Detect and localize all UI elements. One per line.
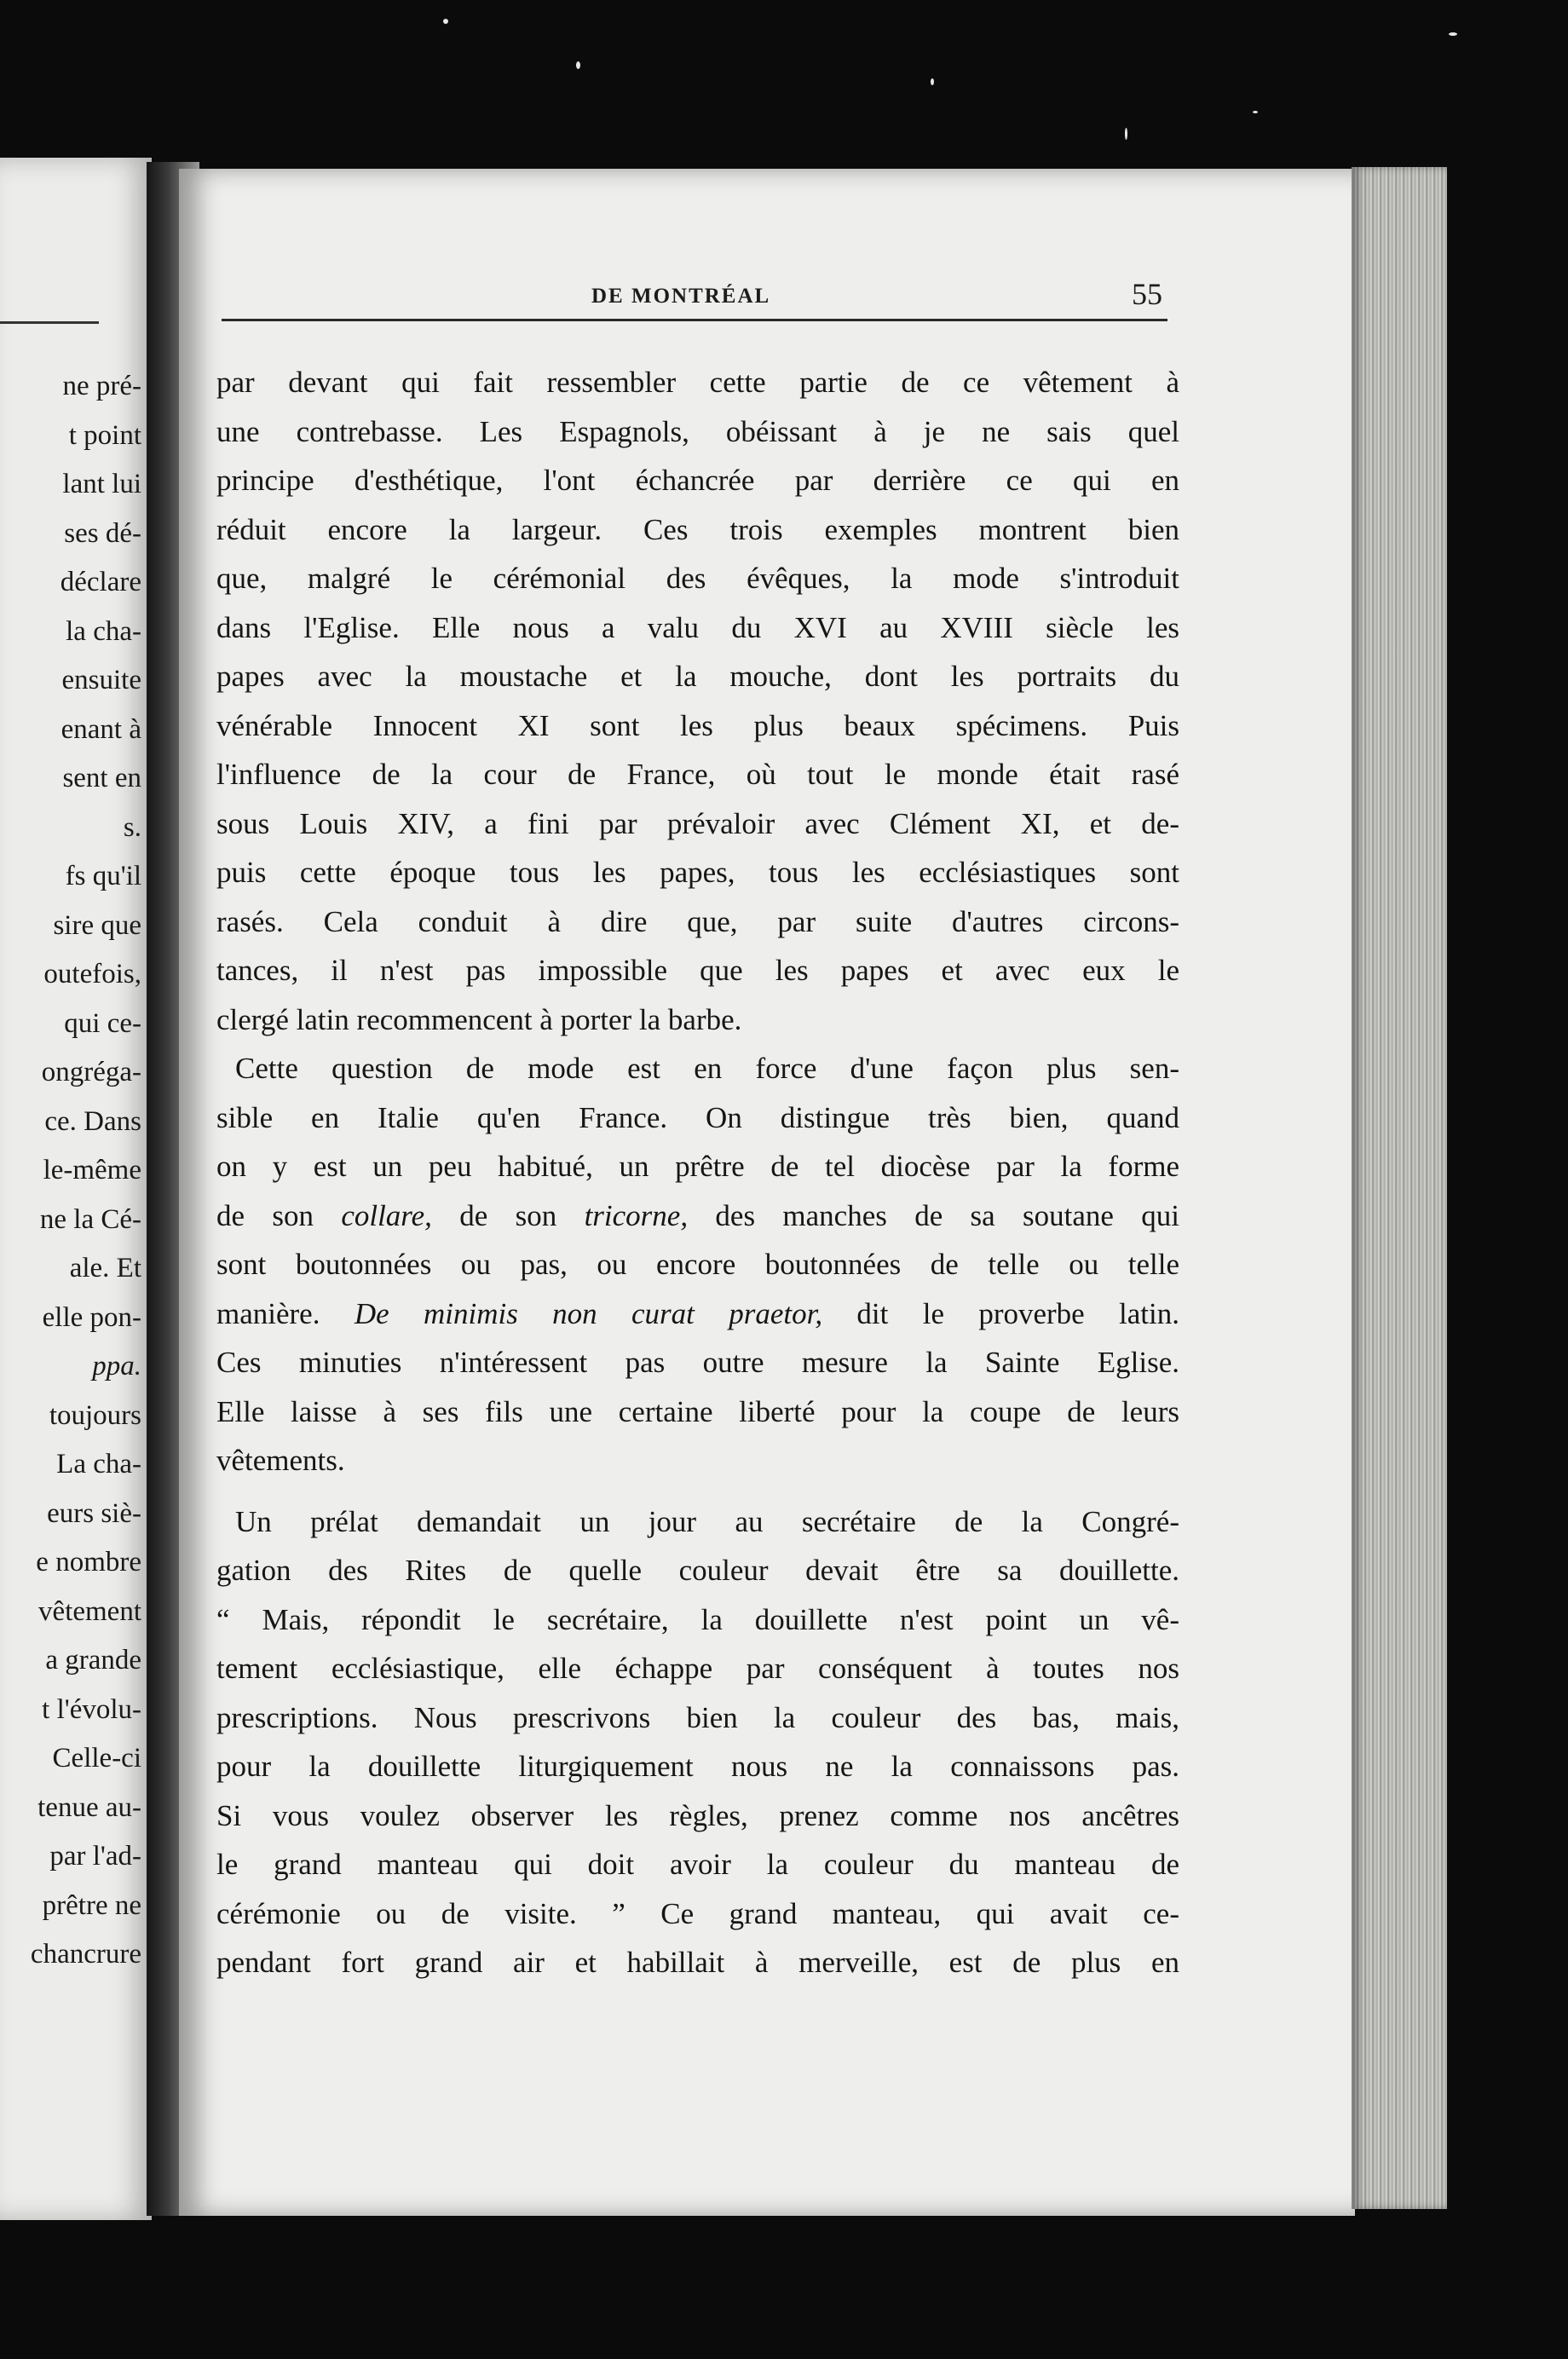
text-line: Un prélat demandait un jour au secrétaire de la Congré- [235,1504,1179,1538]
running-head [179,276,1355,319]
left-text-line: lant lui [62,469,141,499]
text-line: une contrebasse. Les Espagnols, obéissant à je ne sais quel [216,414,1179,448]
left-text-line: La cha- [56,1449,141,1479]
left-text-line: ne la Cé- [39,1203,141,1235]
text-line: tances, il n'est pas impossible que les papes et avec eux le [216,954,1179,987]
italic-term: collare, [341,1198,432,1232]
text-line [216,1191,1179,1241]
text-line: dans l'Eglise. Elle nous a valu du XVI au XVIII siècle les [216,610,1179,644]
text-line: vénérable Innocent XI sont les plus beaux spécimens. Puis [216,708,1179,742]
left-text-line: ongréga- [41,1057,141,1087]
page-block-edges [1352,167,1447,2209]
header-rule [222,319,1167,321]
dust-speck [576,61,580,69]
left-text-line: e nombre [36,1547,141,1577]
text-line: papes avec la moustache et la mouche, dont les portraits du [216,660,1179,693]
text-line: pendant fort grand air et habillait à merveille, est de plus en [216,1946,1179,1979]
dust-speck [1125,128,1127,140]
left-text-line: ppa. [92,1351,141,1381]
text-line: sible en Italie qu'en France. On distingue très bien, quand [216,1100,1179,1134]
previous-page-header-rule [0,321,99,324]
text-line: par devant qui fait ressembler cette partie de ce vêtement à [216,366,1179,399]
italic-term: De minimis non curat praetor, [354,1296,823,1330]
left-text-line: s. [123,811,141,843]
left-text-line: fs qu'il [65,861,141,891]
text-run: manière. [216,1296,355,1330]
page-number: 55 [1132,277,1162,311]
left-text-line: outefois, [43,959,141,989]
text-run: de son [431,1198,585,1232]
text-line: vêtements. [216,1444,345,1477]
text-line: l'influence de la cour de France, où tout le monde était rasé [216,758,1179,791]
left-text-line: toujours [49,1399,141,1431]
left-text-line: vêtement [38,1595,141,1627]
text-line: principe d'esthétique, l'ont échancrée par derrière ce qui en [216,464,1179,497]
left-text-line: ses dé- [64,517,141,549]
left-text-line: eurs siè- [47,1497,141,1529]
left-text-line: la cha- [66,615,141,647]
left-text-line: chancrure [30,1939,141,1970]
text-line: clergé latin recommencent à porter la barbe. [216,1002,742,1036]
text-line: Cette question de mode est en force d'une façon plus sen- [235,1052,1179,1085]
text-line: Elle laisse à ses fils une certaine liberté pour la coupe de leurs [216,1394,1179,1428]
left-text-line: t point [68,419,141,451]
running-title: DE MONTRÉAL [591,285,771,308]
text-line: “ Mais, répondit le secrétaire, la douillette n'est point un vê- [216,1602,1179,1636]
left-text-line: ensuite [61,665,141,695]
left-text-line: prêtre ne [42,1889,141,1921]
text-line: gation des Rites de quelle couleur devait être sa douillette. [216,1554,1179,1587]
text-line: tement ecclésiastique, elle échappe par conséquent à toutes nos [216,1652,1179,1685]
text-line: rasés. Cela conduit à dire que, par suite d'autres circons- [216,904,1179,938]
text-line: sont boutonnées ou pas, ou encore boutonnées de telle ou telle [216,1248,1179,1281]
text-line: Si vous voulez observer les règles, prenez comme nos ancêtres [216,1798,1179,1832]
left-text-line: sent en [62,763,141,793]
left-text-line: a grande [45,1645,141,1676]
text-line: réduit encore la largeur. Ces trois exemples montrent bien [216,512,1179,546]
text-run: de son [216,1198,342,1232]
text-line: puis cette époque tous les papes, tous les ecclésiastiques sont [216,856,1179,889]
italic-term: tricorne, [584,1198,689,1232]
left-text-line: par l'ad- [49,1841,141,1872]
text-line: on y est un peu habitué, un prêtre de tel diocèse par la forme [216,1150,1179,1183]
left-text-line: le-même [43,1155,141,1185]
previous-page-text [0,362,141,1980]
left-text-line: qui ce- [64,1007,141,1039]
text-line: Ces minuties n'intéressent pas outre mesure la Sainte Eglise. [216,1346,1179,1379]
left-text-line: tenue au- [37,1791,141,1823]
left-text-line: elle pon- [42,1301,141,1333]
dust-speck [1253,111,1258,113]
left-text-line: ce. Dans [44,1105,141,1137]
text-line [216,1289,1179,1339]
left-text-line: déclare [60,567,141,597]
dust-speck [1449,32,1457,36]
left-text-line: ne pré- [62,371,141,401]
left-text-line: ale. Et [69,1253,141,1283]
dust-speck [443,19,448,24]
text-run: des manches de sa soutane qui [688,1198,1180,1232]
page-body [216,358,1179,1987]
text-line: prescriptions. Nous prescrivons bien la couleur des bas, mais, [216,1700,1179,1734]
text-line: cérémonie ou de visite. ” Ce grand manteau, qui avait ce- [216,1896,1179,1930]
text-line: le grand manteau qui doit avoir la couleur du manteau de [216,1848,1179,1881]
left-text-line: Celle-ci [52,1743,141,1774]
text-line: sous Louis XIV, a fini par prévaloir avec Clément XI, et de- [216,806,1179,840]
left-text-line: t l'évolu- [42,1693,141,1725]
dust-speck [931,78,934,85]
left-text-line: sire que [53,909,141,941]
left-text-line: enant à [61,713,141,745]
text-line: pour la douillette liturgiquement nous ne la connaissons pas. [216,1750,1179,1783]
text-run: dit le proverbe latin. [822,1296,1180,1330]
previous-page-fragment [0,158,152,2220]
book-page [179,169,1355,2216]
text-line: que, malgré le cérémonial des évêques, la mode s'introduit [216,562,1179,595]
